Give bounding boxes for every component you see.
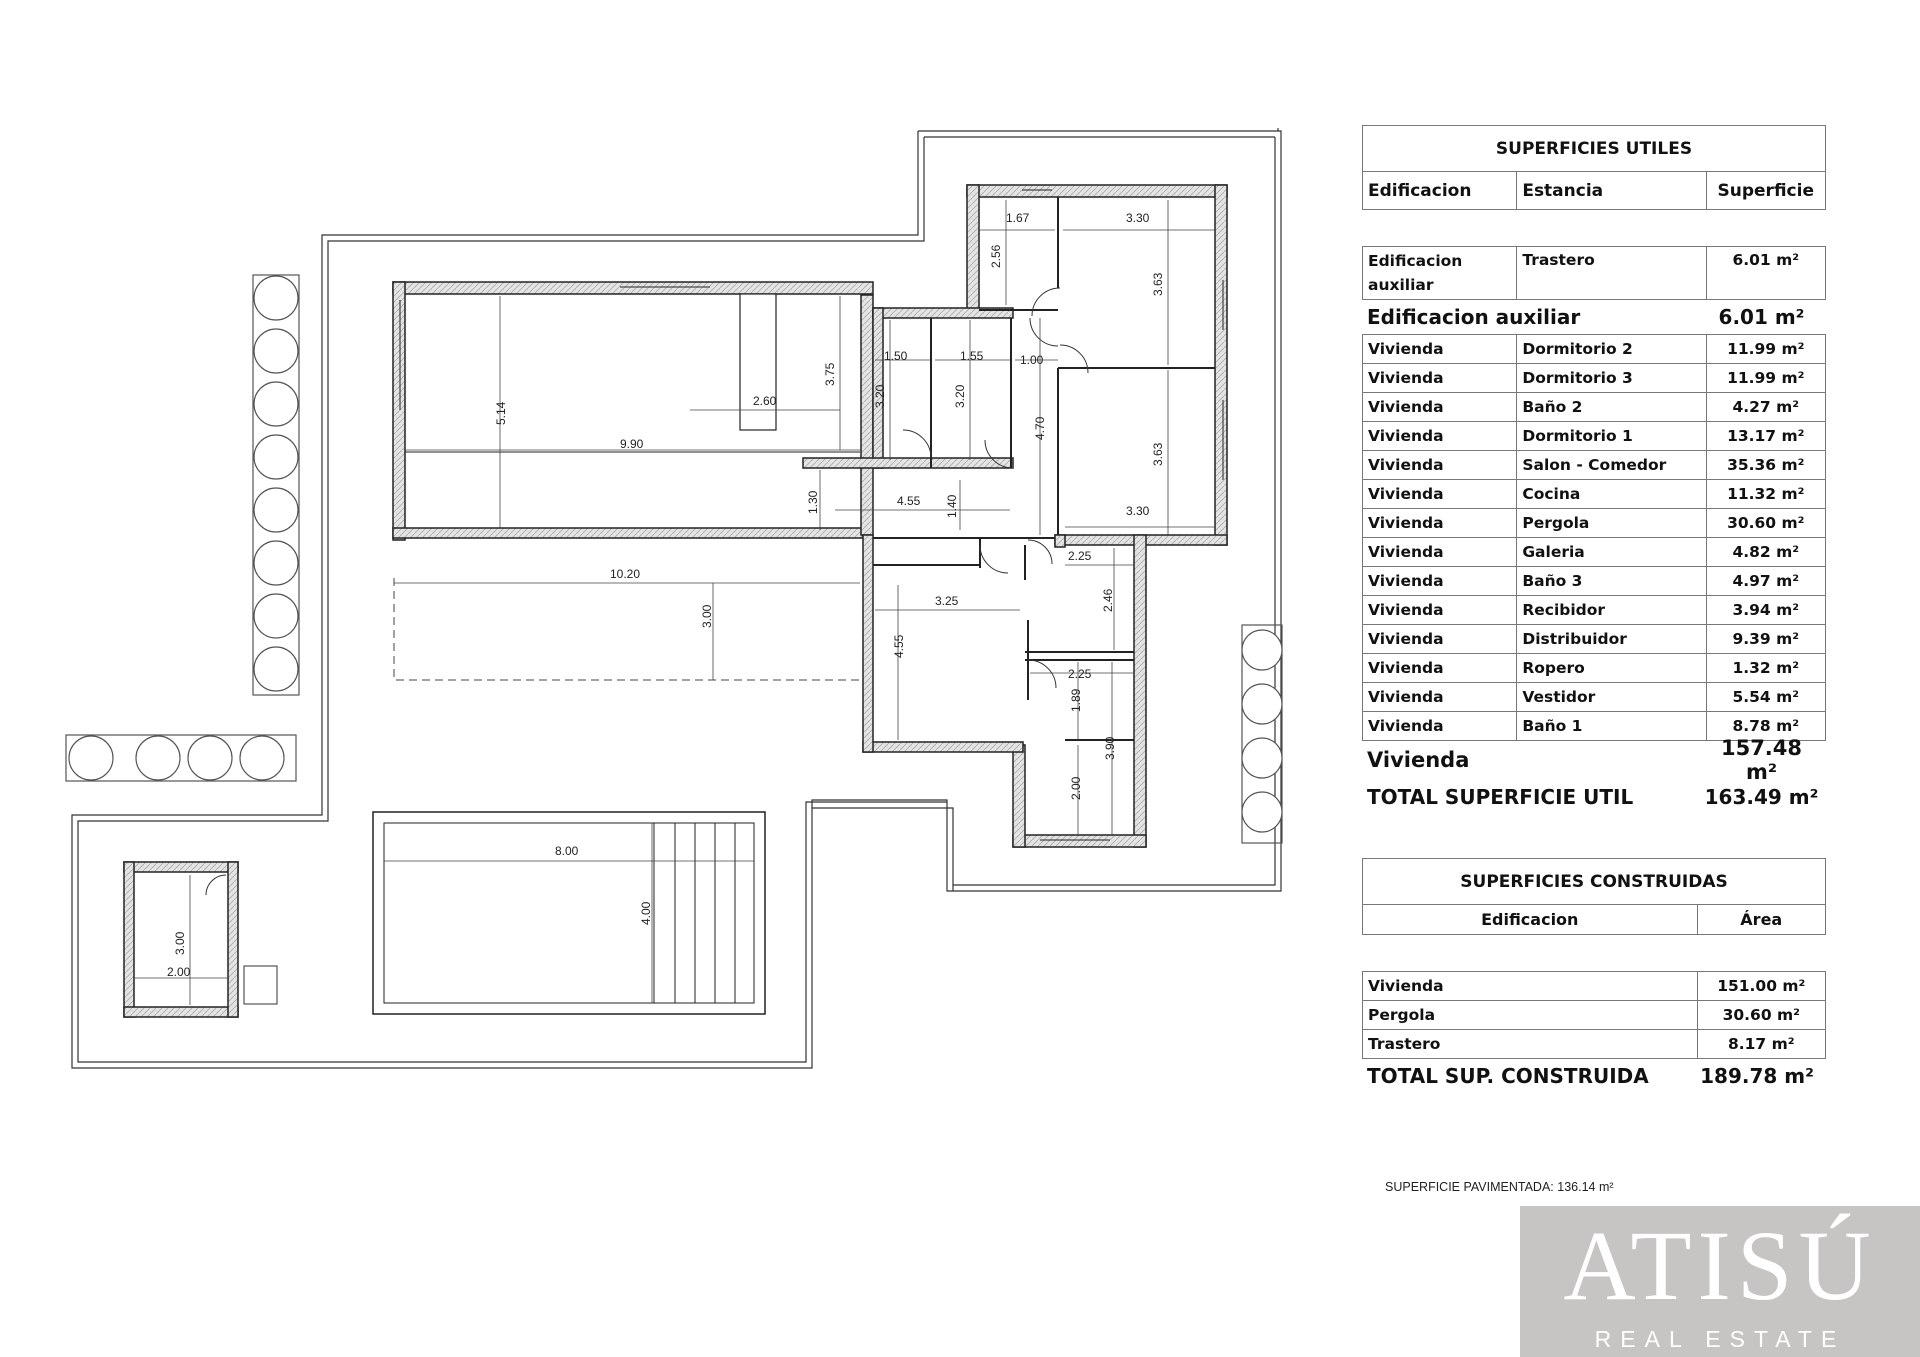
dim-label: 1.30 bbox=[806, 490, 820, 514]
header-area: Área bbox=[1740, 910, 1783, 929]
vivienda-rows bbox=[1362, 334, 1826, 741]
cell-edificacion: Vivienda bbox=[1363, 422, 1517, 450]
cell-edificacion: Pergola bbox=[1363, 1001, 1698, 1029]
construidas-total-row bbox=[1362, 1059, 1826, 1093]
cell-superficie: 11.99 m² bbox=[1727, 369, 1805, 387]
dim-label: 5.14 bbox=[494, 401, 508, 425]
utiles-title: SUPERFICIES UTILES bbox=[1362, 125, 1826, 171]
dim-label: 3.25 bbox=[935, 594, 959, 608]
cell-superficie: 4.97 m² bbox=[1732, 572, 1800, 590]
dim-label: 2.00 bbox=[167, 965, 191, 979]
auxiliar-total-row bbox=[1362, 300, 1826, 334]
cell-superficie: 4.27 m² bbox=[1732, 398, 1800, 416]
cell-estancia: Baño 1 bbox=[1517, 712, 1706, 740]
cell-estancia: Pergola bbox=[1517, 509, 1706, 537]
cell-estancia: Salon - Comedor bbox=[1517, 451, 1706, 479]
table-row bbox=[1363, 538, 1825, 567]
cell-edificacion: Vivienda bbox=[1363, 683, 1517, 711]
vivienda-total-value: 157.48 m² bbox=[1720, 736, 1803, 784]
construidas-title: SUPERFICIES CONSTRUIDAS bbox=[1362, 858, 1826, 904]
utiles-total-value: 163.49 m² bbox=[1704, 785, 1819, 809]
cell-superficie: 6.01 m² bbox=[1732, 251, 1800, 269]
cell-edificacion: Vivienda bbox=[1363, 538, 1517, 566]
cell-area: 151.00 m² bbox=[1717, 977, 1806, 995]
cell-area: 30.60 m² bbox=[1722, 1006, 1800, 1024]
dim-label: 10.20 bbox=[610, 567, 641, 581]
table-row bbox=[1363, 972, 1825, 1001]
cell-area: 8.17 m² bbox=[1727, 1035, 1795, 1053]
logo-tagline: REAL ESTATE bbox=[1594, 1326, 1846, 1352]
dim-label: 4.55 bbox=[897, 494, 921, 508]
house-walls bbox=[393, 185, 1227, 847]
storage-door-swing bbox=[206, 875, 226, 895]
cell-estancia: Baño 3 bbox=[1517, 567, 1706, 595]
table-row bbox=[1363, 422, 1825, 451]
atisu-logo bbox=[1520, 1206, 1920, 1357]
table-row bbox=[1363, 364, 1825, 393]
dim-label: 1.55 bbox=[960, 349, 984, 363]
dim-label: 3.30 bbox=[1126, 504, 1150, 518]
cell-superficie: 13.17 m² bbox=[1727, 427, 1805, 445]
cell-edificacion: Trastero bbox=[1363, 1030, 1698, 1058]
cell-edificacion: Vivienda bbox=[1363, 393, 1517, 421]
utiles-total-label: TOTAL SUPERFICIE UTIL bbox=[1367, 785, 1634, 809]
dim-label: 3.63 bbox=[1151, 272, 1165, 296]
dim-label: 8.00 bbox=[555, 844, 579, 858]
dim-label: 3.30 bbox=[1126, 211, 1150, 225]
cell-superficie: 30.60 m² bbox=[1727, 514, 1805, 532]
dim-label: 1.50 bbox=[884, 349, 908, 363]
header-edificacion: Edificacion bbox=[1363, 172, 1517, 209]
dim-label: 3.63 bbox=[1151, 442, 1165, 466]
cell-edificacion: Vivienda bbox=[1363, 335, 1517, 363]
construidas-rows bbox=[1362, 971, 1826, 1059]
cell-estancia: Recibidor bbox=[1517, 596, 1706, 624]
utiles-header-row bbox=[1363, 172, 1825, 209]
cell-estancia: Dormitorio 2 bbox=[1517, 335, 1706, 363]
dim-label: 3.00 bbox=[173, 931, 187, 955]
cell-edificacion: Vivienda bbox=[1363, 567, 1517, 595]
cell-edificacion: Vivienda bbox=[1363, 625, 1517, 653]
superficie-pavimentada: SUPERFICIE PAVIMENTADA: 136.14 m² bbox=[1385, 1180, 1614, 1194]
dim-label: 4.70 bbox=[1033, 416, 1047, 440]
cell-superficie: 11.32 m² bbox=[1727, 485, 1805, 503]
cell-superficie: 11.99 m² bbox=[1727, 340, 1805, 358]
cell-superficie: 1.32 m² bbox=[1732, 659, 1800, 677]
pool bbox=[373, 812, 765, 1014]
dim-label: 1.89 bbox=[1069, 688, 1083, 712]
cell-edificacion: Vivienda bbox=[1363, 654, 1517, 682]
cell-superficie: 8.78 m² bbox=[1732, 717, 1800, 735]
cell-edificacion: Vivienda bbox=[1363, 972, 1698, 1000]
cell-estancia: Trastero bbox=[1517, 247, 1706, 299]
construidas-total-label: TOTAL SUP. CONSTRUIDA bbox=[1367, 1064, 1649, 1088]
cell-estancia: Galeria bbox=[1517, 538, 1706, 566]
dim-label: 2.46 bbox=[1101, 588, 1115, 612]
tree-row-left bbox=[253, 275, 299, 695]
table-row bbox=[1363, 683, 1825, 712]
cell-estancia: Cocina bbox=[1517, 480, 1706, 508]
dim-label: 2.60 bbox=[753, 394, 777, 408]
table-row bbox=[1363, 567, 1825, 596]
dim-label: 3.75 bbox=[823, 362, 837, 386]
cell-edificacion: Vivienda bbox=[1363, 451, 1517, 479]
dim-label: 4.55 bbox=[892, 634, 906, 658]
table-row bbox=[1363, 596, 1825, 625]
construidas-total-value: 189.78 m² bbox=[1700, 1064, 1814, 1088]
table-row bbox=[1363, 625, 1825, 654]
table-row bbox=[1363, 654, 1825, 683]
vivienda-total-row bbox=[1362, 736, 1826, 784]
dim-label: 1.67 bbox=[1006, 211, 1030, 225]
cell-estancia: Baño 2 bbox=[1517, 393, 1706, 421]
table-row bbox=[1363, 1001, 1825, 1030]
vivienda-total-label: Vivienda bbox=[1367, 748, 1470, 772]
cell-superficie: 3.94 m² bbox=[1732, 601, 1800, 619]
cell-estancia: Distribuidor bbox=[1517, 625, 1706, 653]
header-estancia: Estancia bbox=[1517, 172, 1706, 209]
construidas-header-row bbox=[1363, 905, 1825, 934]
dim-label: 1.40 bbox=[945, 494, 959, 518]
dim-label: 2.56 bbox=[989, 244, 1003, 268]
table-row bbox=[1363, 509, 1825, 538]
table-row bbox=[1363, 451, 1825, 480]
dimension-labels bbox=[167, 211, 1165, 979]
tree-row-bottom bbox=[66, 735, 296, 781]
cell-superficie: 35.36 m² bbox=[1727, 456, 1805, 474]
cell-estancia: Dormitorio 1 bbox=[1517, 422, 1706, 450]
header-superficie: Superficie bbox=[1717, 180, 1814, 201]
table-row bbox=[1363, 393, 1825, 422]
pergola-outline bbox=[394, 578, 860, 680]
table-row bbox=[1363, 335, 1825, 364]
cell-edificacion: Vivienda bbox=[1363, 596, 1517, 624]
superficies-utiles-table bbox=[1362, 125, 1826, 815]
table-row bbox=[1363, 247, 1825, 299]
cell-edificacion: Vivienda bbox=[1363, 480, 1517, 508]
cell-estancia: Vestidor bbox=[1517, 683, 1706, 711]
dim-label: 3.20 bbox=[953, 384, 967, 408]
auxiliar-total-label: Edificacion auxiliar bbox=[1367, 305, 1581, 329]
superficies-construidas-table bbox=[1362, 858, 1826, 1093]
table-row bbox=[1363, 480, 1825, 509]
storage-step bbox=[244, 966, 277, 1004]
cell-estancia: Dormitorio 3 bbox=[1517, 364, 1706, 392]
table-row bbox=[1363, 1030, 1825, 1058]
dim-label: 2.25 bbox=[1068, 667, 1092, 681]
dim-label: 4.00 bbox=[639, 901, 653, 925]
dim-label: 9.90 bbox=[620, 437, 644, 451]
cell-estancia: Ropero bbox=[1517, 654, 1706, 682]
dim-label: 1.00 bbox=[1020, 353, 1044, 367]
cell-edificacion: Vivienda bbox=[1363, 364, 1517, 392]
cell-edificacion: Vivienda bbox=[1363, 509, 1517, 537]
dim-label: 2.25 bbox=[1068, 549, 1092, 563]
dim-label: 3.20 bbox=[873, 384, 887, 408]
tree-row-right bbox=[1242, 625, 1282, 843]
logo-name: ATISÚ bbox=[1563, 1210, 1877, 1321]
dim-label: 3.90 bbox=[1103, 736, 1117, 760]
header-edificacion: Edificacion bbox=[1363, 905, 1698, 934]
dim-label: 2.00 bbox=[1069, 776, 1083, 800]
utiles-grand-total-row bbox=[1362, 779, 1826, 815]
dim-label: 3.00 bbox=[700, 604, 714, 628]
cell-edificacion: Vivienda bbox=[1363, 712, 1517, 740]
cell-superficie: 4.82 m² bbox=[1732, 543, 1800, 561]
cell-superficie: 5.54 m² bbox=[1732, 688, 1800, 706]
cell-edificacion: Edificacion auxiliar bbox=[1363, 247, 1517, 299]
auxiliar-total-value: 6.01 m² bbox=[1718, 305, 1805, 329]
cell-superficie: 9.39 m² bbox=[1732, 630, 1800, 648]
